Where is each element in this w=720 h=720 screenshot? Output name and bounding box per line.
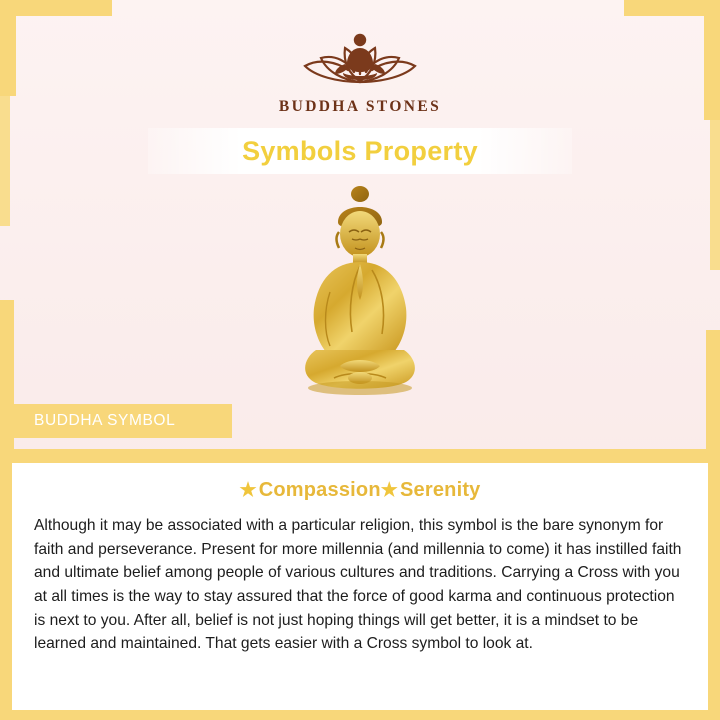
subtitle bbox=[34, 479, 686, 502]
decor-bottom-floor bbox=[0, 710, 720, 720]
symbol-tag-label: BUDDHA SYMBOL bbox=[34, 412, 176, 429]
hero-image bbox=[0, 182, 720, 432]
lotus-meditation-icon bbox=[285, 24, 435, 90]
golden-buddha-statue-icon bbox=[260, 182, 460, 427]
title-banner bbox=[148, 128, 572, 174]
subtitle-serenity: Serenity bbox=[399, 479, 481, 501]
description-paragraph: Although it may be associated with a particular religion, this symbol is the bare synonym for faith and perseverance. Present for more millennia (and millennia to come) it has instilled faith and ultimate belief among people of various cultures and traditions. Carrying a Cross with you at all times is the way to stay assured that the force of good karma and continuous protection is next to you. After all, belief is not just hoping things will get better, it is a mindset to be learned and maintained. That gets easier with a Cross symbol to look at. bbox=[34, 517, 682, 653]
description-panel bbox=[12, 463, 708, 710]
status-badge bbox=[0, 404, 232, 438]
decor-bottom-left-edge bbox=[0, 449, 12, 720]
decor-bottom-right-edge bbox=[708, 449, 720, 720]
decor-bottom-band bbox=[0, 449, 720, 463]
star-icon-left: ★ bbox=[239, 480, 257, 501]
star-icon-right: ★ bbox=[380, 480, 398, 501]
decor-top-left-bar bbox=[0, 0, 112, 16]
brand-name: BUDDHA STONES bbox=[278, 98, 442, 115]
page-title: Symbols Property bbox=[242, 135, 478, 166]
subtitle-compassion: Compassion bbox=[258, 479, 381, 501]
brand-header bbox=[0, 24, 720, 116]
